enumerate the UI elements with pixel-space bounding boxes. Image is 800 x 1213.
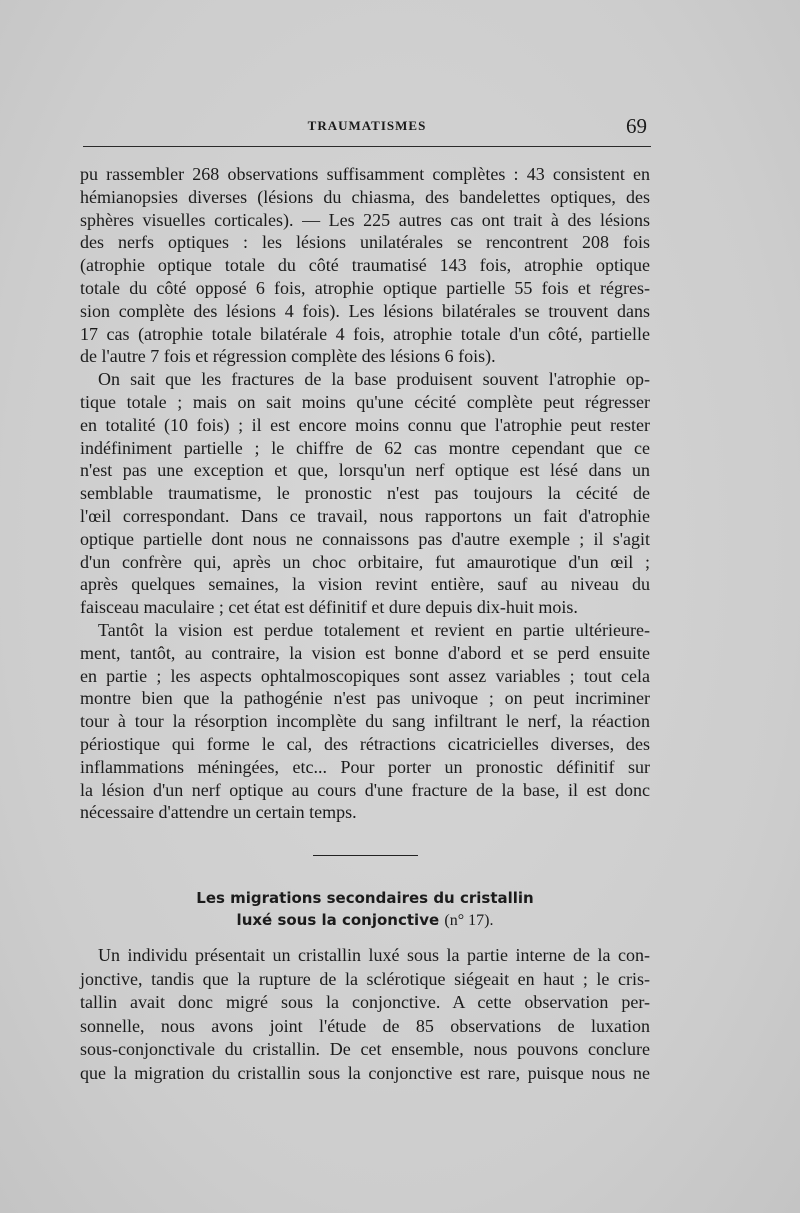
header-rule xyxy=(83,146,651,147)
text-line: montre bien que la pathogénie n'est pas univoque ; on peut incriminer xyxy=(80,688,650,709)
text-line: semblable traumatisme, le pronostic n'est pas toujours la cécité de xyxy=(80,483,650,504)
text-line: Tantôt la vision est perdue totalement et revient en partie ultérieure- xyxy=(98,619,650,640)
section-text xyxy=(80,944,650,1085)
text-line: après quelques semaines, la vision revint entière, sauf au niveau du xyxy=(80,574,650,595)
text-line: jonctive, tandis que la rupture de la sclérotique siégeait en haut ; le cris- xyxy=(80,968,650,989)
text-line: sphères visuelles corticales). — Les 225 autres cas ont trait à des lésions xyxy=(80,209,650,230)
text-line: tique totale ; mais on sait moins qu'une cécité complète peut régresser xyxy=(80,391,650,412)
running-title: TRAUMATISMES xyxy=(307,118,427,133)
section-divider xyxy=(313,855,418,856)
text-line: sous-conjonctivale du cristallin. De cet ensemble, nous pouvons conclure xyxy=(80,1039,650,1059)
text-line: de l'autre 7 fois et régression complète des lésions 6 fois). xyxy=(80,346,496,367)
text-line: la lésion d'un nerf optique au cours d'une fracture de la base, il est donc xyxy=(80,779,650,800)
main-text xyxy=(80,163,650,824)
text-line: ment, tantôt, au contraire, la vision est bonne d'abord et se perd ensuite xyxy=(80,642,650,663)
text-line: sion complète des lésions 4 fois). Les lésions bilatérales se trouvent dans xyxy=(80,300,650,321)
text-line: périostique qui forme le cal, des rétractions cicatricielles diverses, des xyxy=(80,733,650,754)
text-line: optique partielle dont nous ne connaissons pas d'autre exemple ; il s'agit xyxy=(80,528,650,549)
paragraph-1 xyxy=(80,163,650,368)
text-line: tour à tour la résorption incomplète du sang infiltrant le nerf, la réaction xyxy=(80,711,650,732)
text-line: des nerfs optiques : les lésions unilatérales se rencontrent 208 fois xyxy=(80,232,650,253)
section-heading-line-1: Les migrations secondaires du cristallin xyxy=(196,889,534,907)
paragraph-2 xyxy=(80,368,650,619)
section-heading-text: luxé sous la conjonctive xyxy=(236,911,440,929)
page-header xyxy=(83,112,651,148)
paragraph-3 xyxy=(80,619,650,824)
text-line: tallin avait donc migré sous la conjonctive. A cette observation per- xyxy=(80,992,650,1012)
page-number: 69 xyxy=(626,114,647,138)
text-line: nécessaire d'attendre un certain temps. xyxy=(80,802,357,823)
text-line: pu rassembler 268 observations suffisamment complètes : 43 consistent en xyxy=(80,164,650,184)
text-line: inflammations méningées, etc... Pour porter un pronostic définitif sur xyxy=(80,756,650,777)
text-line: que la migration du cristallin sous la conjonctive est rare, puisque nous ne xyxy=(80,1062,650,1083)
text-line: Un individu présentait un cristallin luxé sous la partie interne de la con- xyxy=(98,945,650,965)
text-line: en totalité (10 fois) ; il est encore moins connu que l'atrophie peut rester xyxy=(80,414,650,435)
section-heading xyxy=(80,887,650,932)
section-heading-line-2 xyxy=(80,909,650,932)
text-line: d'un confrère qui, après un choc orbitaire, fut amaurotique d'un œil ; xyxy=(80,551,650,572)
text-line: sonnelle, nous avons joint l'étude de 85 observations de luxation xyxy=(80,1015,650,1036)
text-line: en partie ; les aspects ophtalmoscopiques sont assez variables ; tout cela xyxy=(80,665,650,686)
text-line: n'est pas une exception et que, lorsqu'un nerf optique est lésé dans un xyxy=(80,460,650,481)
text-line: faisceau maculaire ; cet état est définitif et dure depuis dix-huit mois. xyxy=(80,597,578,618)
text-line: (atrophie optique totale du côté traumatisé 143 fois, atrophie optique xyxy=(80,255,650,276)
text-line: l'œil correspondant. Dans ce travail, nous rapportons un fait d'atrophie xyxy=(80,505,650,526)
text-line: On sait que les fractures de la base produisent souvent l'atrophie op- xyxy=(98,369,650,390)
section-reference: (n° 17). xyxy=(444,912,494,929)
text-line: 17 cas (atrophie totale bilatérale 4 fois, atrophie totale d'un côté, partielle xyxy=(80,323,650,344)
text-line: indéfiniment partielle ; le chiffre de 62 cas montre cependant que ce xyxy=(80,437,650,458)
text-line: hémianopsies diverses (lésions du chiasma, des bandelettes optiques, des xyxy=(80,186,650,207)
text-line: totale du côté opposé 6 fois, atrophie optique partielle 55 fois et régres- xyxy=(80,277,650,298)
